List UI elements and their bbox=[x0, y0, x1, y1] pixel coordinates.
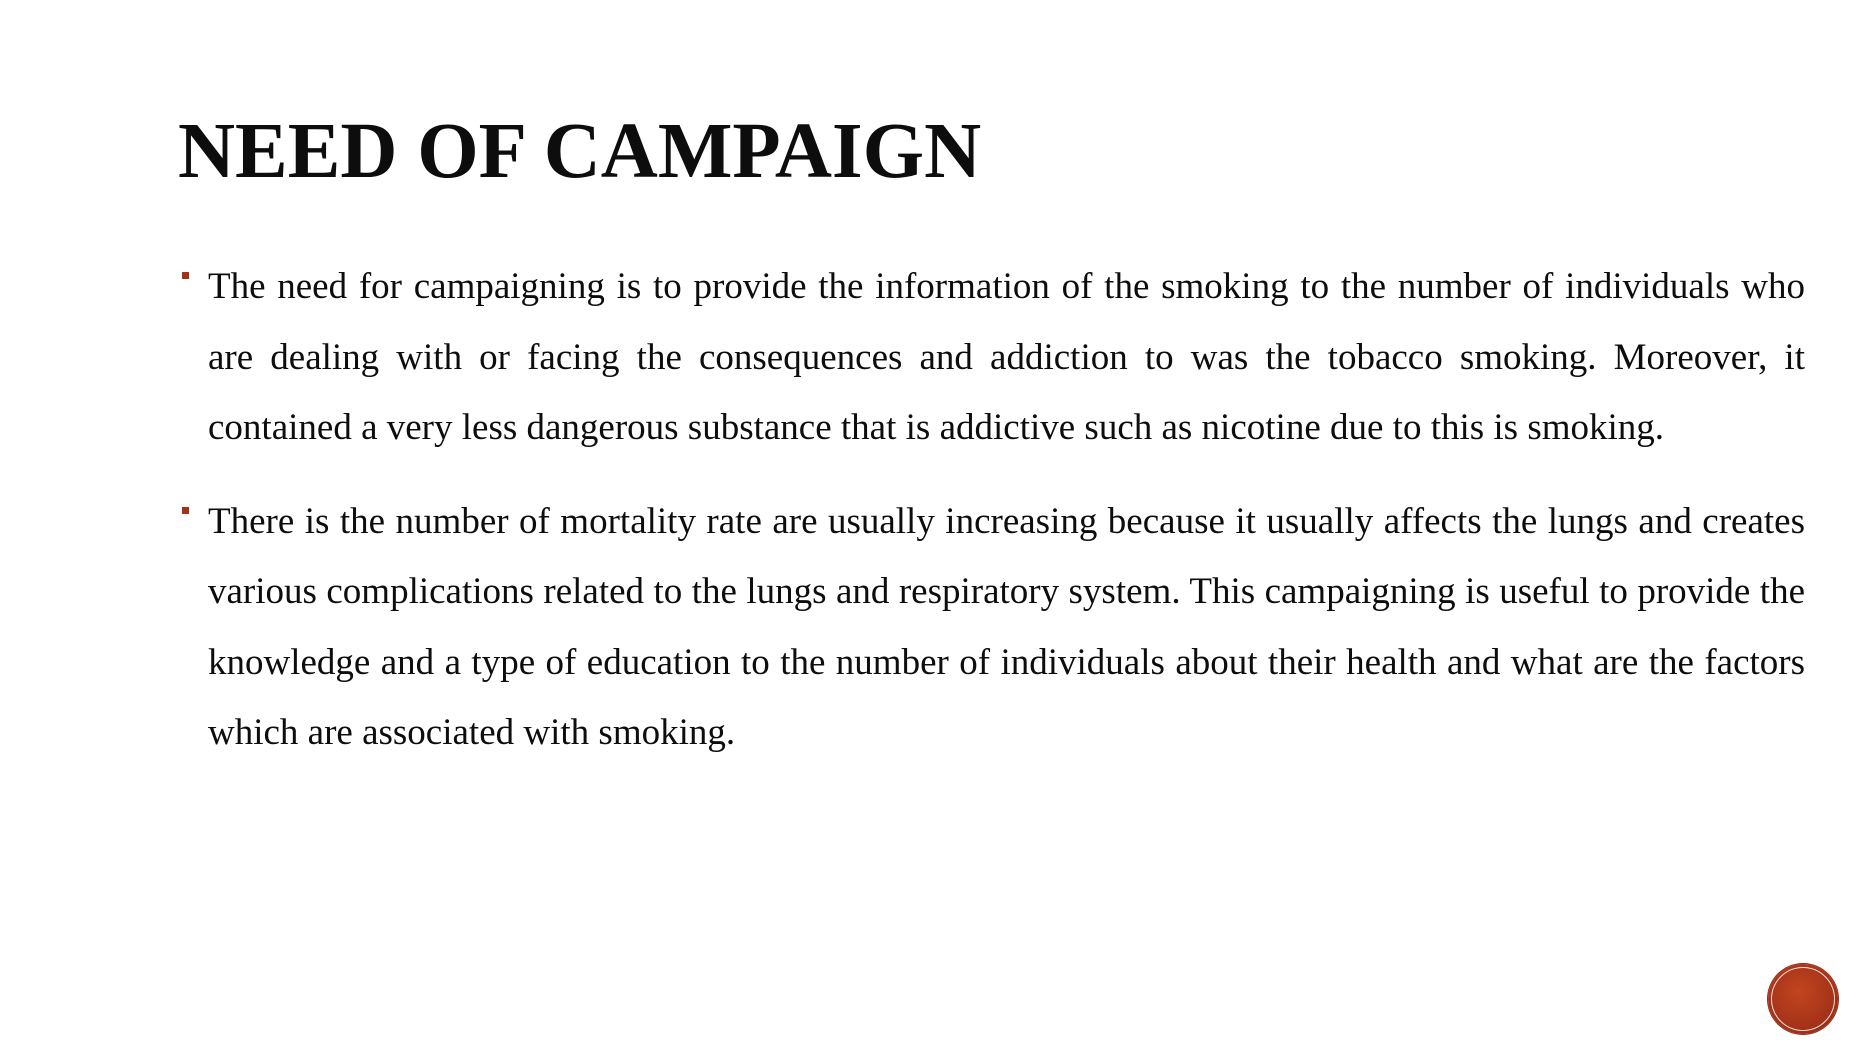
bullet-text: There is the number of mortality rate are usually increasing because it usually affects the lungs and creates various complications related to the lungs and respiratory system. This campaigning is useful to provide the knowledge and a type of education to the number of individuals about their health and what are the factors which are associated with smoking. bbox=[208, 500, 1805, 753]
bullet-text: The need for campaigning is to provide the information of the smoking to the number of individuals who are dealing with or facing the consequences and addiction to was the tobacco smoking. Moreover, it contained a very less dangerous substance that is addictive such as nicotine due to this is smoking. bbox=[208, 266, 1805, 448]
slide-title: NEED OF CAMPAIGN bbox=[178, 108, 982, 195]
decorative-circle-badge-icon bbox=[1768, 964, 1838, 1034]
bullet-item bbox=[178, 252, 1805, 464]
bullet-item bbox=[178, 487, 1805, 769]
square-bullet-icon bbox=[182, 507, 189, 514]
slide-body bbox=[178, 252, 1805, 792]
square-bullet-icon bbox=[182, 272, 189, 279]
